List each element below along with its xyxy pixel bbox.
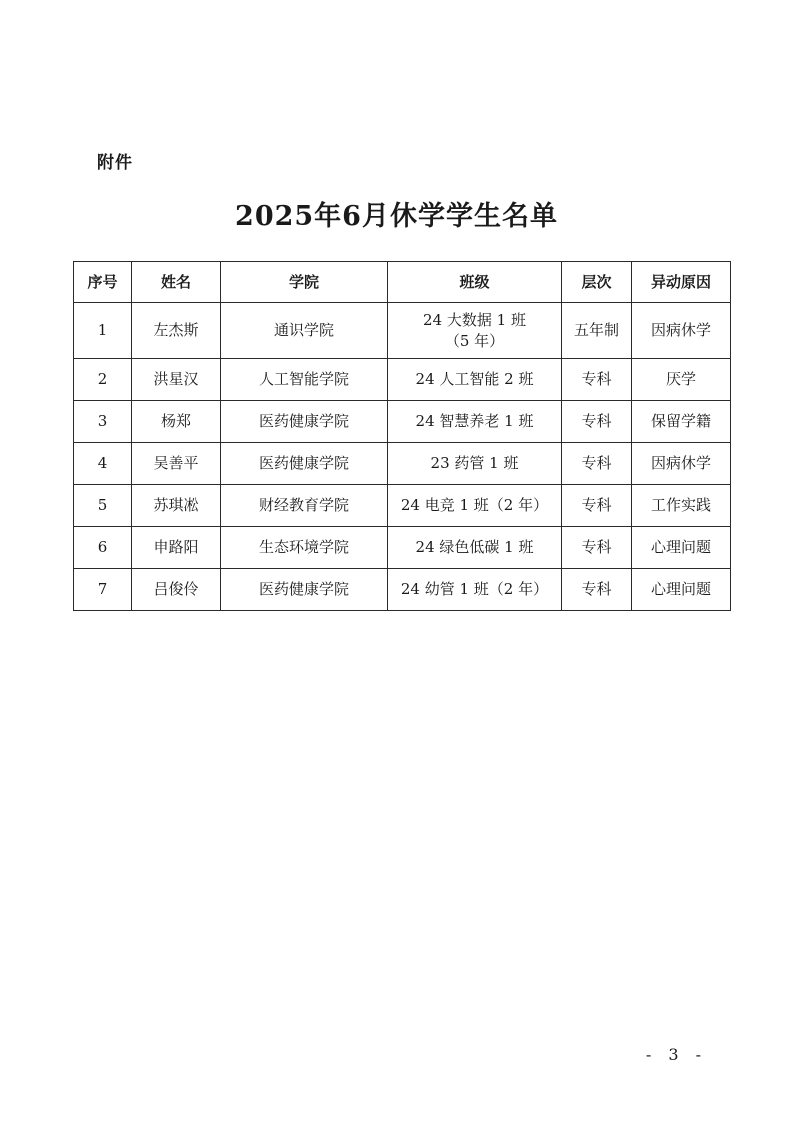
cell-no: 5 [74, 485, 132, 527]
table-row [74, 527, 731, 569]
cell-reason: 因病休学 [632, 303, 731, 359]
cell-reason: 工作实践 [632, 485, 731, 527]
cell-class: 24 人工智能 2 班 [388, 359, 562, 401]
cell-college: 医药健康学院 [221, 569, 388, 611]
table-row [74, 443, 731, 485]
cell-class: 24 绿色低碳 1 班 [388, 527, 562, 569]
cell-name: 吕俊伶 [132, 569, 221, 611]
header-reason: 异动原因 [632, 262, 731, 303]
student-leave-table [73, 261, 731, 611]
cell-name: 杨郑 [132, 401, 221, 443]
header-level: 层次 [562, 262, 632, 303]
table-row [74, 303, 731, 359]
cell-college: 人工智能学院 [221, 359, 388, 401]
cell-level: 专科 [562, 359, 632, 401]
cell-class [388, 303, 562, 359]
cell-college: 通识学院 [221, 303, 388, 359]
cell-name: 吴善平 [132, 443, 221, 485]
cell-class: 24 智慧养老 1 班 [388, 401, 562, 443]
cell-college: 财经教育学院 [221, 485, 388, 527]
cell-reason: 厌学 [632, 359, 731, 401]
cell-name: 左杰斯 [132, 303, 221, 359]
cell-no: 1 [74, 303, 132, 359]
cell-no: 3 [74, 401, 132, 443]
cell-no: 4 [74, 443, 132, 485]
cell-level: 专科 [562, 401, 632, 443]
cell-class: 24 电竞 1 班（2 年） [388, 485, 562, 527]
cell-reason: 心理问题 [632, 569, 731, 611]
cell-college: 医药健康学院 [221, 401, 388, 443]
header-college: 学院 [221, 262, 388, 303]
page-number: - 3 - [645, 1045, 707, 1064]
cell-level: 专科 [562, 443, 632, 485]
cell-class: 24 幼管 1 班（2 年） [388, 569, 562, 611]
cell-no: 6 [74, 527, 132, 569]
cell-class-line1: 24 大数据 1 班 [423, 310, 526, 329]
cell-no: 7 [74, 569, 132, 611]
header-name: 姓名 [132, 262, 221, 303]
cell-name: 申路阳 [132, 527, 221, 569]
cell-college: 医药健康学院 [221, 443, 388, 485]
cell-level: 专科 [562, 485, 632, 527]
cell-level: 五年制 [562, 303, 632, 359]
attachment-label: 附件 [97, 153, 133, 173]
header-class: 班级 [388, 262, 562, 303]
cell-reason: 心理问题 [632, 527, 731, 569]
cell-name: 洪星汉 [132, 359, 221, 401]
document-title: 2025年6月休学学生名单 [235, 201, 558, 232]
cell-reason: 因病休学 [632, 443, 731, 485]
cell-no: 2 [74, 359, 132, 401]
cell-class: 23 药管 1 班 [388, 443, 562, 485]
table-row [74, 401, 731, 443]
cell-college: 生态环境学院 [221, 527, 388, 569]
cell-level: 专科 [562, 527, 632, 569]
cell-name: 苏琪凇 [132, 485, 221, 527]
cell-class-line2: （5 年） [444, 331, 505, 350]
cell-level: 专科 [562, 569, 632, 611]
table-row [74, 359, 731, 401]
table-header-row [74, 262, 731, 303]
cell-reason: 保留学籍 [632, 401, 731, 443]
header-no: 序号 [74, 262, 132, 303]
table-row [74, 485, 731, 527]
table-row [74, 569, 731, 611]
